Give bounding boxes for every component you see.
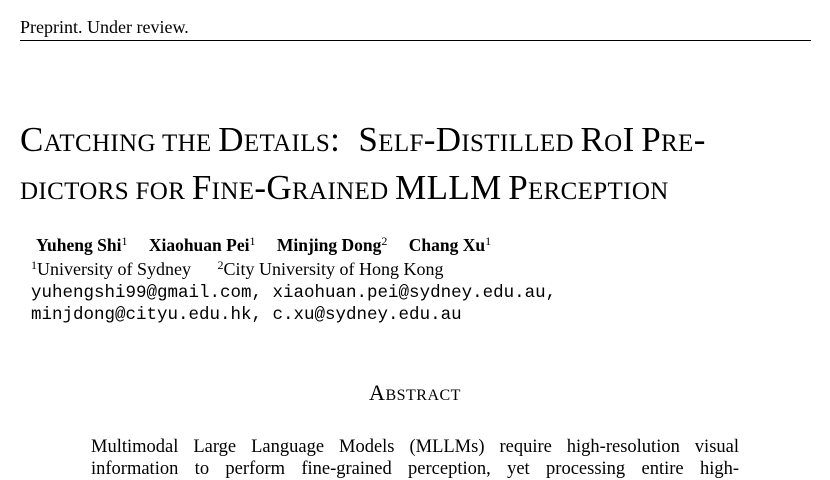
affiliation-name: University of Sydney — [37, 259, 191, 279]
title-punct: - — [254, 168, 267, 207]
author-affil-mark: 1 — [485, 234, 492, 248]
author-list — [36, 234, 491, 256]
affiliation — [217, 259, 443, 279]
title-cap: MLLM — [395, 168, 502, 207]
title-cap: G — [266, 168, 293, 207]
title-smallcaps: INE — [211, 178, 255, 205]
title-smallcaps: O — [604, 130, 623, 157]
title-line-1 — [20, 118, 820, 166]
title-cap: I — [622, 120, 635, 159]
abstract-line: information to perform fine-grained perception, yet processing entire high- — [91, 459, 739, 479]
abstract-line: Multimodal Large Language Models (MLLMs) require high-resolution visual — [91, 437, 739, 457]
author — [36, 235, 127, 255]
author-affil-mark: 2 — [381, 234, 388, 248]
abstract-body — [91, 436, 739, 480]
affiliation-name: City University of Hong Kong — [223, 259, 444, 279]
author-name: Yuheng Shi — [36, 235, 122, 255]
header-rule — [20, 40, 811, 41]
title-smallcaps: ELF — [378, 130, 424, 157]
title-cap: P — [641, 120, 662, 159]
title-punct: - — [693, 120, 706, 159]
abstract-heading — [0, 380, 830, 409]
affiliation-list — [31, 258, 443, 280]
running-header: Preprint. Under review. — [20, 17, 189, 37]
title-cap: D — [435, 120, 462, 159]
title-line-2 — [20, 166, 820, 214]
title-punct: - — [423, 120, 436, 159]
author-name: Chang Xu — [408, 235, 486, 255]
author — [277, 235, 388, 255]
title-cap: C — [20, 120, 44, 159]
title-cap: D — [218, 120, 244, 159]
author-name: Xiaohuan Pei — [148, 235, 250, 255]
affiliation-mark: 1 — [31, 258, 37, 272]
title-cap: F — [191, 168, 212, 207]
author-affil-mark: 1 — [121, 234, 128, 248]
title-smallcaps: ISTILLED — [461, 130, 581, 157]
affiliation — [31, 259, 191, 279]
email-line[interactable]: minjdong@cityu.edu.hk, c.xu@sydney.edu.au — [31, 305, 462, 325]
title-smallcaps: RAINED — [292, 178, 396, 205]
title-cap: P — [508, 168, 529, 207]
paper-title — [20, 118, 820, 214]
title-smallcaps: DICTORS FOR — [20, 178, 192, 205]
abstract-heading-smallcaps: BSTRACT — [385, 387, 461, 404]
author — [149, 235, 256, 255]
abstract-heading-cap: A — [369, 380, 386, 405]
email-line[interactable]: yuhengshi99@gmail.com, xiaohuan.pei@sydney.edu.au, — [31, 283, 557, 303]
title-cap: R — [580, 120, 605, 159]
author — [409, 235, 491, 255]
title-smallcaps: ERCEPTION — [528, 178, 669, 205]
author-name: Minjing Dong — [276, 235, 382, 255]
title-smallcaps: ETAILS — [243, 130, 331, 157]
email-list — [31, 282, 556, 326]
affiliation-mark: 2 — [217, 258, 224, 272]
title-smallcaps: ATCHING THE — [43, 130, 219, 157]
title-smallcaps: RE — [661, 130, 694, 157]
author-affil-mark: 1 — [249, 234, 256, 248]
title-punct: : — [330, 120, 359, 159]
title-cap: S — [358, 120, 379, 159]
